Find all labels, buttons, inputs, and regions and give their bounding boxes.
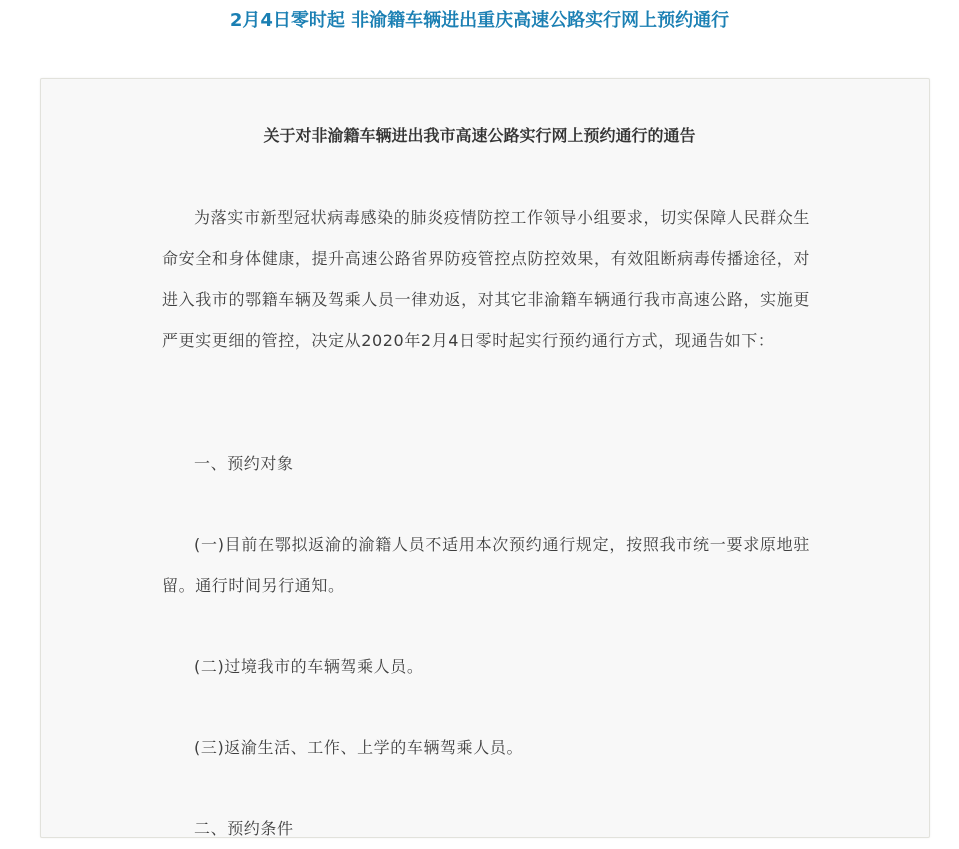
- section-heading-reservation-targets: 一、预约对象: [194, 454, 294, 473]
- reservation-target-item-1: (一)目前在鄂拟返渝的渝籍人员不适用本次预约通行规定，按照我市统一要求原地驻留。通行时间另行通知。: [162, 535, 810, 595]
- notice-intro-paragraph: 为落实市新型冠状病毒感染的肺炎疫情防控工作领导小组要求，切实保障人民群众生命安全和身体健康，提升高速公路省界防疫管控点防控效果，有效阻断病毒传播途径，对进入我市的鄂籍车辆及驾乘人员一律劝返，对其它非渝籍车辆通行我市高速公路，实施更严更实更细的管控，决定从2020年2月4日零时起实行预约通行方式，现通告如下：: [162, 208, 810, 350]
- notice-title: 关于对非渝籍车辆进出我市高速公路实行网上预约通行的通告: [263, 126, 696, 145]
- article-headline: 2月4日零时起 非渝籍车辆进出重庆高速公路实行网上预约通行: [229, 10, 730, 31]
- section-heading-reservation-conditions: 二、预约条件: [194, 819, 294, 838]
- reservation-target-item-2: (二)过境我市的车辆驾乘人员。: [194, 657, 424, 676]
- reservation-target-item-3: (三)返渝生活、工作、上学的车辆驾乘人员。: [194, 738, 524, 757]
